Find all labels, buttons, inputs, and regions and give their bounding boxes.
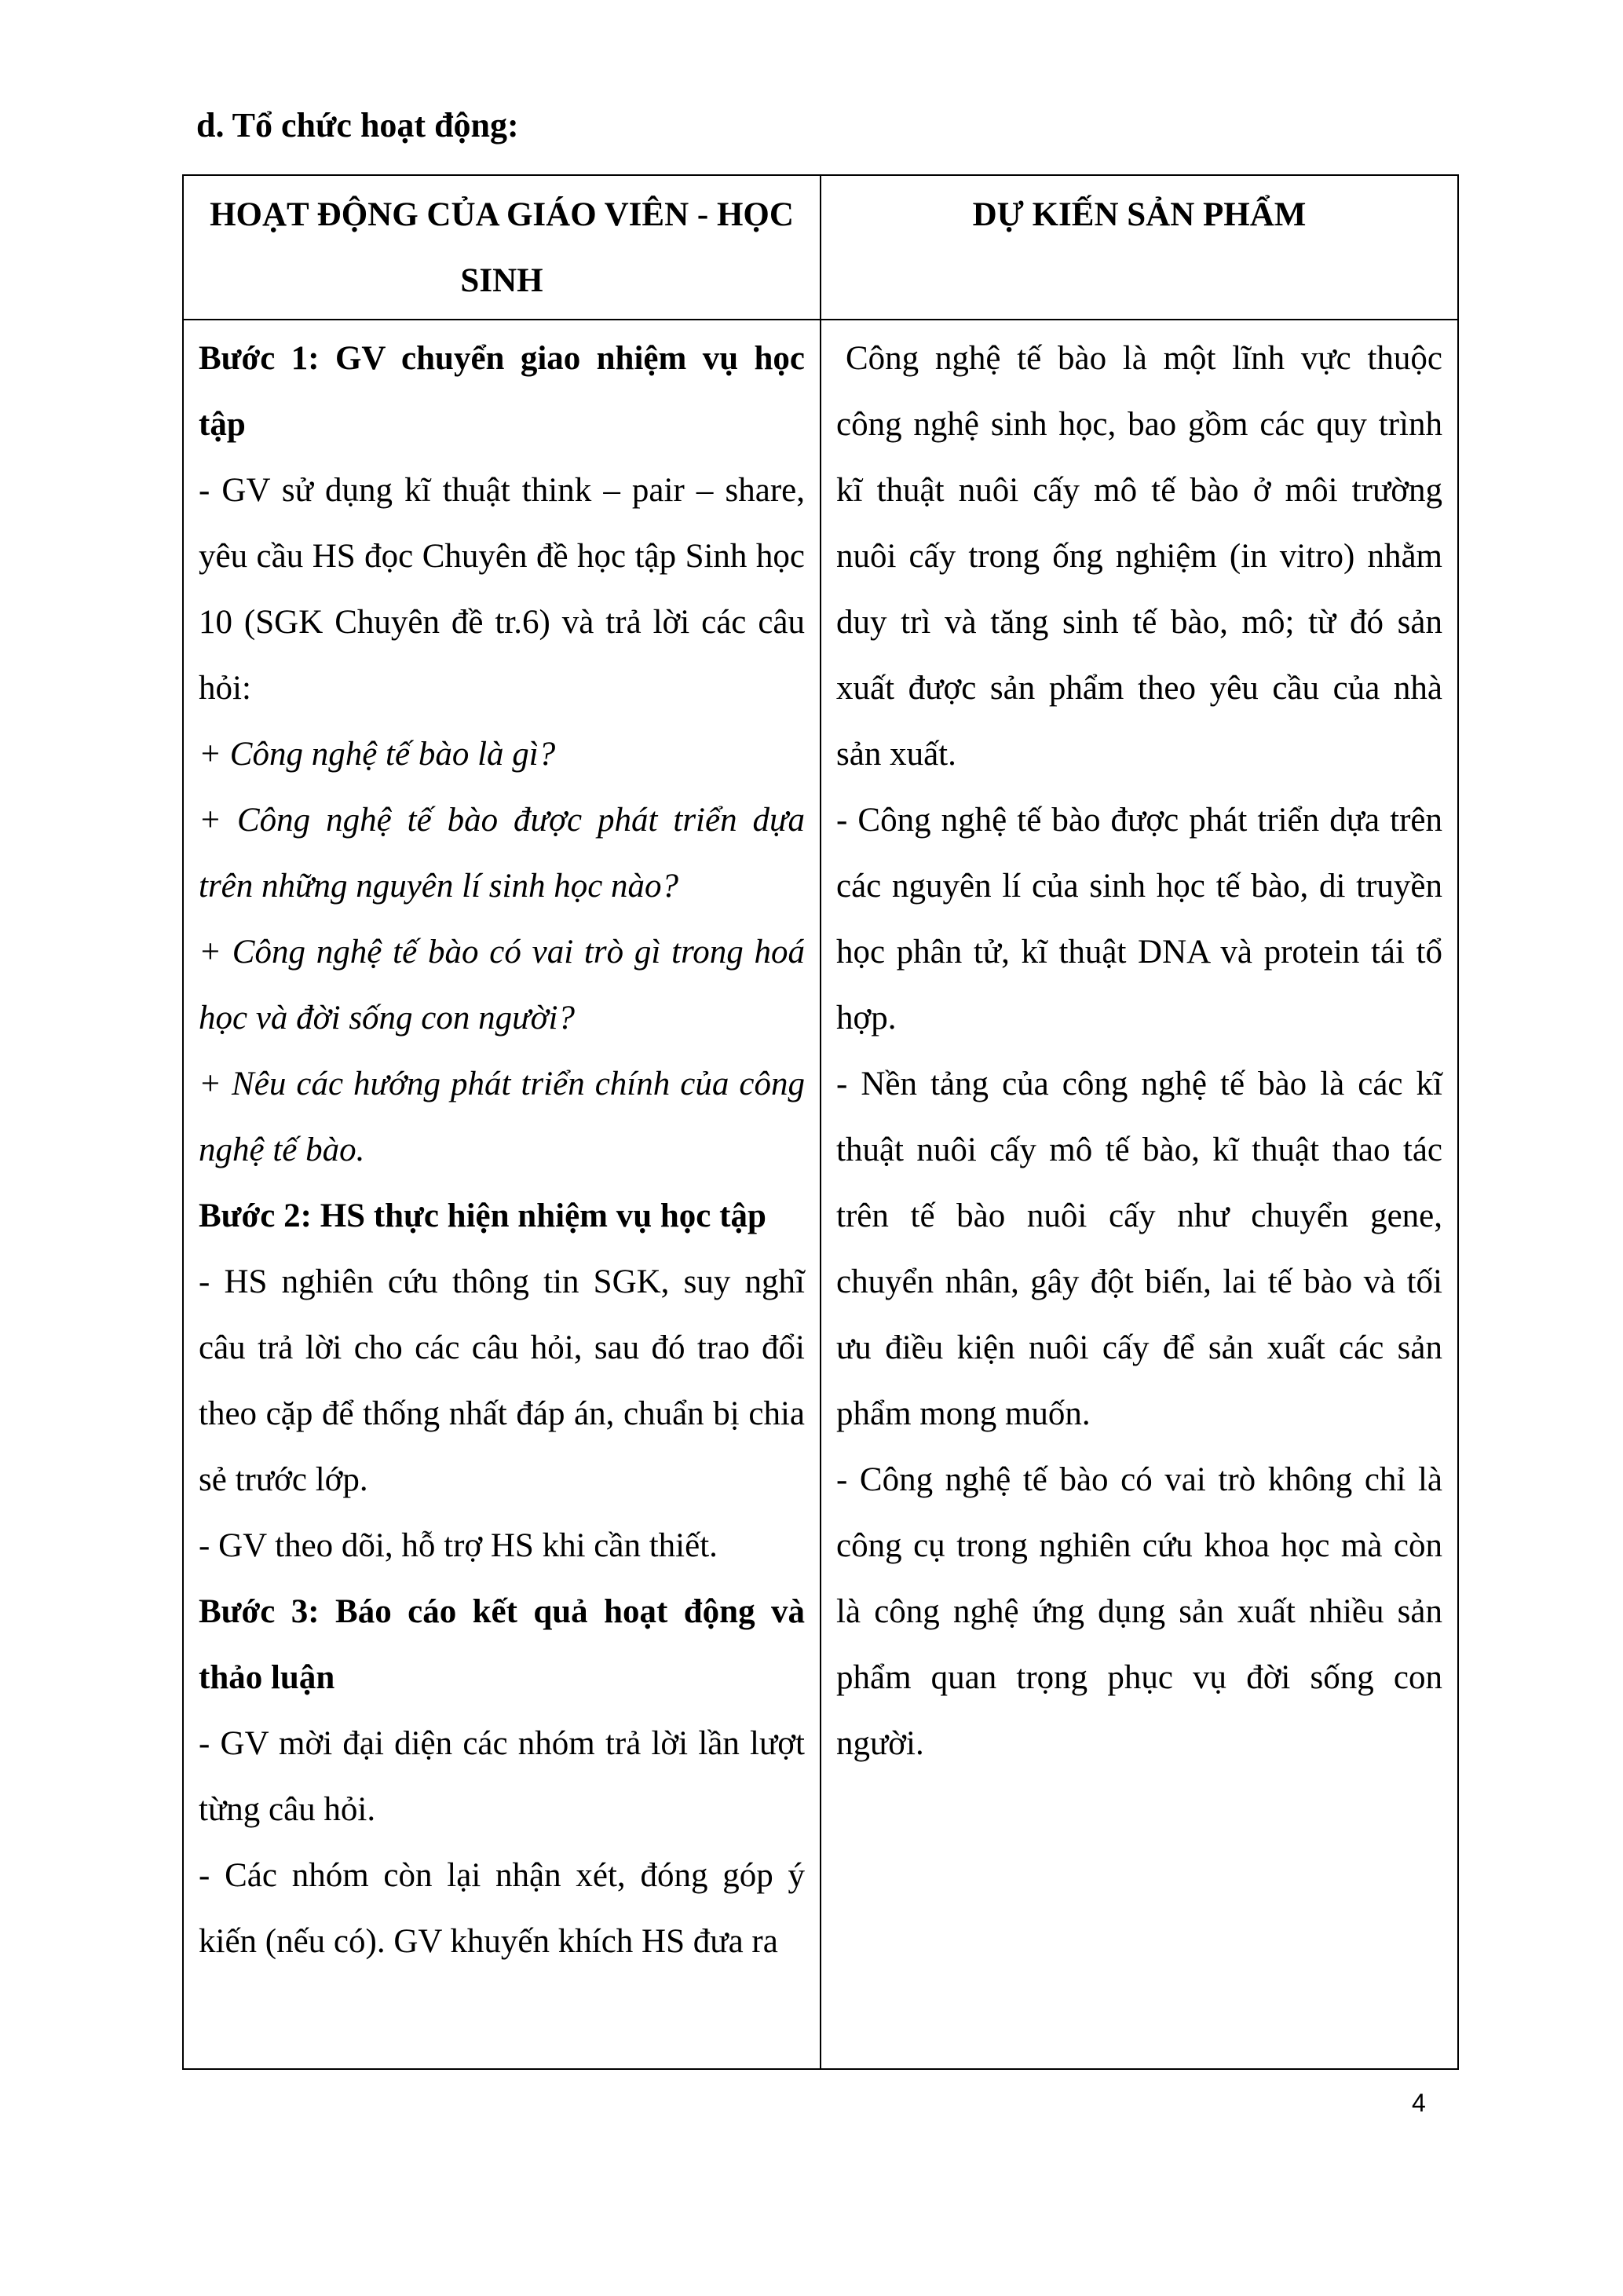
step-2-heading: Bước 2: HS thực hiện nhiệm vụ học tập [199,1197,766,1234]
step-3-heading: Bước 3: Báo cáo kết quả hoạt động và thảo luận [199,1593,805,1696]
activity-table [182,174,1459,2070]
step-3-instruction-1: - GV mời đại diện các nhóm trả lời lần lượt từng câu hỏi. [199,1725,805,1828]
table-body-row [183,320,1458,2069]
question-2: + Công nghệ tế bào được phát triển dựa trên những nguyên lí sinh học nào? [199,802,805,905]
step-3-instruction-2: - Các nhóm còn lại nhận xét, đóng góp ý kiến (nếu có). GV khuyến khích HS đưa ra [199,1857,805,1960]
activity-content [185,321,819,2067]
product-principles: - Công nghệ tế bào được phát triển dựa trên các nguyên lí của sinh học tế bào, di truyền học phân tử, kĩ thuật DNA và protein tái tổ hợp. [836,802,1442,1036]
table-header-row [183,175,1458,320]
activity-cell [183,320,821,2069]
step-2-instruction-2: - GV theo dõi, hỗ trợ HS khi cần thiết. [199,1527,718,1564]
product-foundation: - Nền tảng của công nghệ tế bào là các kĩ thuật nuôi cấy mô tế bào, kĩ thuật thao tác trên tế bào nuôi cấy như chuyển gene, chuyển nhân, gây đột biến, lai tế bào và tối ưu điều kiện nuôi cấy để sản xuất các sản phẩm mong muốn. [836,1066,1442,1432]
section-heading: d. Tổ chức hoạt động: [196,106,519,144]
question-3: + Công nghệ tế bào có vai trò gì trong hoá học và đời sống con người? [199,934,805,1036]
product-cell [821,320,1458,2069]
question-1: + Công nghệ tế bào là gì? [199,736,556,773]
product-content [822,321,1457,1777]
page-number: 4 [1412,2089,1426,2117]
product-role: - Công nghệ tế bào có vai trò không chỉ là công cụ trong nghiên cứu khoa học mà còn là công nghệ ứng dụng sản xuất nhiều sản phẩm quan trọng phục vụ đời sống con người. [836,1461,1442,1762]
header-expected-product: DỰ KIẾN SẢN PHẨM [821,175,1458,320]
step-1-instruction: - GV sử dụng kĩ thuật think – pair – share, yêu cầu HS đọc Chuyên đề học tập Sinh học 10 (SGK Chuyên đề tr.6) và trả lời các câu hỏi: [199,472,805,707]
step-1-heading: Bước 1: GV chuyển giao nhiệm vụ học tập [199,340,805,443]
question-4: + Nêu các hướng phát triển chính của công nghệ tế bào. [199,1066,805,1168]
product-definition: Công nghệ tế bào là một lĩnh vực thuộc công nghệ sinh học, bao gồm các quy trình kĩ thuật nuôi cấy mô tế bào ở môi trường nuôi cấy trong ống nghiệm (in vitro) nhằm duy trì và tăng sinh tế bào, mô; từ đó sản xuất được sản phẩm theo yêu cầu của nhà sản xuất. [836,340,1442,773]
header-teacher-student-activity: HOẠT ĐỘNG CỦA GIÁO VIÊN - HỌC SINH [183,175,821,320]
step-2-instruction-1: - HS nghiên cứu thông tin SGK, suy nghĩ câu trả lời cho các câu hỏi, sau đó trao đổi theo cặp để thống nhất đáp án, chuẩn bị chia sẻ trước lớp. [199,1263,805,1498]
